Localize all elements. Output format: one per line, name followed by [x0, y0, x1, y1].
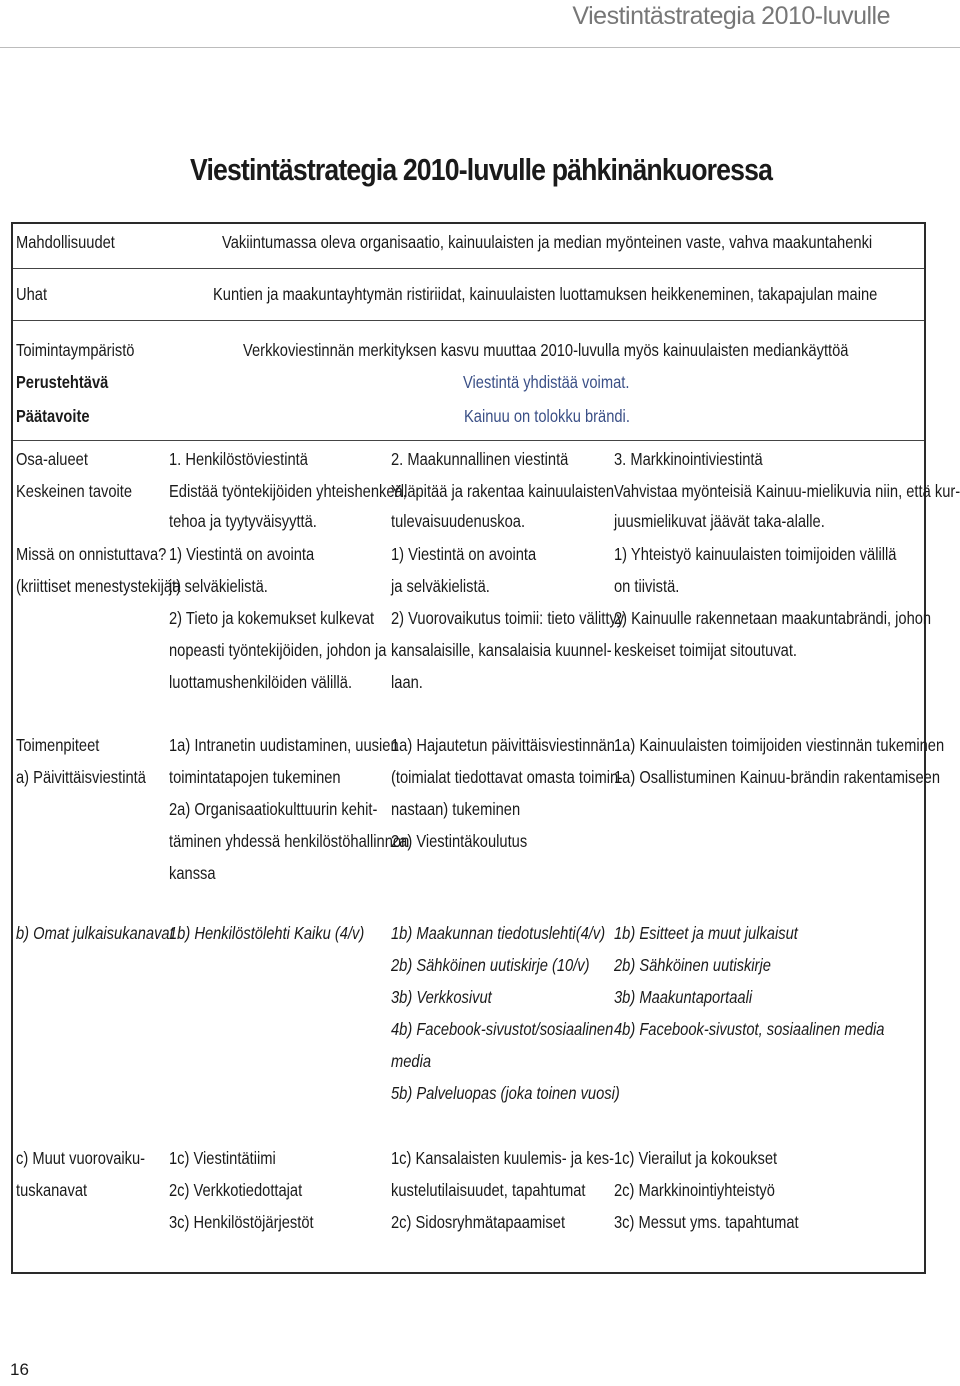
missa-col3-line: keskeiset toimijat sitoutuvat. [614, 640, 798, 660]
muut-col3-line: 3c) Messut yms. tapahtumat [614, 1212, 799, 1232]
muut-col1-line: 3c) Henkilöstöjärjestöt [169, 1212, 314, 1232]
missa-col2-line: 2) Vuorovaikutus toimii: tieto välittyy [391, 608, 625, 628]
label-toimintaymparisto: Toimintaympäristö [16, 340, 135, 360]
julkaisut-col3-line: 3b) Maakuntaportaali [614, 987, 753, 1007]
text-perustehtava: Viestintä yhdistää voimat. [463, 372, 630, 392]
muut-col3-line: 1c) Vierailut ja kokoukset [614, 1148, 778, 1168]
toimenpiteet-col2-line: (toimialat tiedottavat omasta toimin- [391, 767, 624, 787]
tavoite-col3-line: juusmielikuvat jäävät taka-alalle. [614, 511, 825, 531]
toimenpiteet-col2-line: 1a) Hajautetun päivittäisviestinnän [391, 735, 615, 755]
tavoite-col1-line: Edistää työntekijöiden yhteishenkeä, [169, 481, 407, 501]
missa-col1-line: 2) Tieto ja kokemukset kulkevat [169, 608, 375, 628]
toimenpiteet-col1-line: täminen yhdessä henkilöstöhallinnon [169, 831, 410, 851]
label-muut-vuorovaikutuskanavat: c) Muut vuorovaiku- [16, 1148, 146, 1168]
tavoite-col2-line: tulevaisuudenuskoa. [391, 511, 526, 531]
missa-col1-line: luottamushenkilöiden välillä. [169, 672, 353, 692]
toimenpiteet-col1-line: 1a) Intranetin uudistaminen, uusien [169, 735, 399, 755]
missa-col2-line: kansalaisille, kansalaisia kuunnel- [391, 640, 612, 660]
label-keskeinen-tavoite: Keskeinen tavoite [16, 481, 133, 501]
label-paivittaisviestinta: a) Päivittäisviestintä [16, 767, 146, 787]
missa-col1-line: ja selväkielistä. [169, 576, 268, 596]
label-paatavoite: Päätavoite [16, 406, 90, 426]
toimenpiteet-col1-line: kanssa [169, 863, 216, 883]
missa-col3-line: 2) Kainuulle rakennetaan maakuntabrändi, johon [614, 608, 932, 628]
muut-col2-line: 1c) Kansalaisten kuulemis- ja kes- [391, 1148, 615, 1168]
page-number: 16 [10, 1360, 29, 1379]
missa-col1-line: 1) Viestintä on avointa [169, 544, 315, 564]
julkaisut-col2-line: 5b) Palveluopas (joka toinen vuosi) [391, 1083, 620, 1103]
text-paatavoite: Kainuu on tolokku brändi. [464, 406, 630, 426]
header-rule [0, 47, 960, 48]
missa-col2-line: laan. [391, 672, 423, 692]
column-header-henkilostoviestinta: 1. Henkilöstöviestintä [169, 449, 308, 469]
julkaisut-col3-line: 1b) Esitteet ja muut julkaisut [614, 923, 798, 943]
julkaisut-col2-line: media [391, 1051, 432, 1071]
toimenpiteet-col3-line: 1a) Osallistuminen Kainuu-brändin rakentamiseen [614, 767, 941, 787]
toimenpiteet-col1-line: 2a) Organisaatiokulttuurin kehit- [169, 799, 378, 819]
missa-col3-line: on tiivistä. [614, 576, 680, 596]
column-header-markkinointiviestinta: 3. Markkinointiviestintä [614, 449, 763, 469]
label-osa-alueet: Osa-alueet [16, 449, 88, 469]
page-title: Viestintästrategia 2010-luvulle pähkinänkuoressa [190, 152, 773, 187]
text-mahdollisuudet: Vakiintumassa oleva organisaatio, kainuulaisten ja median myönteinen vaste, vahva maakuntahenki [222, 232, 873, 252]
missa-col1-line: nopeasti työntekijöiden, johdon ja [169, 640, 387, 660]
muut-col2-line: 2c) Sidosryhmätapaamiset [391, 1212, 566, 1232]
label-missa-onnistuttava: Missä on onnistuttava? [16, 544, 167, 564]
column-header-maakunnallinen-viestinta: 2. Maakunnallinen viestintä [391, 449, 569, 469]
label-kriittiset-menestystekijat: (kriittiset menestystekijät) [16, 576, 182, 596]
julkaisut-col2-line: 3b) Verkkosivut [391, 987, 492, 1007]
missa-col3-line: 1) Yhteistyö kainuulaisten toimijoiden välillä [614, 544, 897, 564]
julkaisut-col3-line: 2b) Sähköinen uutiskirje [614, 955, 771, 975]
missa-col2-line: 1) Viestintä on avointa [391, 544, 537, 564]
label-mahdollisuudet: Mahdollisuudet [16, 232, 115, 252]
julkaisut-col3-line: 4b) Facebook-sivustot, sosiaalinen media [614, 1019, 885, 1039]
label-omat-julkaisukanavat: b) Omat julkaisukanavat [16, 923, 174, 943]
label-perustehtava: Perustehtävä [16, 372, 109, 392]
label-toimenpiteet: Toimenpiteet [16, 735, 100, 755]
julkaisut-col2-line: 2b) Sähköinen uutiskirje (10/v) [391, 955, 590, 975]
julkaisut-col2-line: 1b) Maakunnan tiedotuslehti(4/v) [391, 923, 606, 943]
muut-col2-line: kustelutilaisuudet, tapahtumat [391, 1180, 586, 1200]
label-muut-vuorovaikutuskanavat: tuskanavat [16, 1180, 88, 1200]
running-head: Viestintästrategia 2010-luvulle [572, 2, 890, 30]
muut-col1-line: 1c) Viestintätiimi [169, 1148, 276, 1168]
row-divider [13, 268, 924, 269]
julkaisut-col2-line: 4b) Facebook-sivustot/sosiaalinen [391, 1019, 614, 1039]
row-divider [13, 320, 924, 321]
toimenpiteet-col1-line: toimintatapojen tukeminen [169, 767, 341, 787]
toimenpiteet-col3-line: 1a) Kainuulaisten toimijoiden viestinnän tukeminen [614, 735, 945, 755]
toimenpiteet-col2-line: 2a) Viestintäkoulutus [391, 831, 528, 851]
missa-col2-line: ja selväkielistä. [391, 576, 490, 596]
muut-col3-line: 2c) Markkinointiyhteistyö [614, 1180, 775, 1200]
tavoite-col3-line: Vahvistaa myönteisiä Kainuu-mielikuvia niin, että kur- [614, 481, 960, 501]
toimenpiteet-col2-line: nastaan) tukeminen [391, 799, 521, 819]
julkaisut-col1-line: 1b) Henkilöstölehti Kaiku (4/v) [169, 923, 365, 943]
text-uhat: Kuntien ja maakuntayhtymän ristiriidat, kainuulaisten luottamuksen heikkeneminen, takapajulan maine [213, 284, 878, 304]
text-toimintaymparisto: Verkkoviestinnän merkityksen kasvu muuttaa 2010-luvulla myös kainuulaisten mediankäyttöä [243, 340, 849, 360]
tavoite-col1-line: tehoa ja tyytyväisyyttä. [169, 511, 317, 531]
muut-col1-line: 2c) Verkkotiedottajat [169, 1180, 303, 1200]
row-divider [13, 440, 924, 441]
tavoite-col2-line: Ylläpitää ja rakentaa kainuulaisten [391, 481, 615, 501]
label-uhat: Uhat [16, 284, 48, 304]
